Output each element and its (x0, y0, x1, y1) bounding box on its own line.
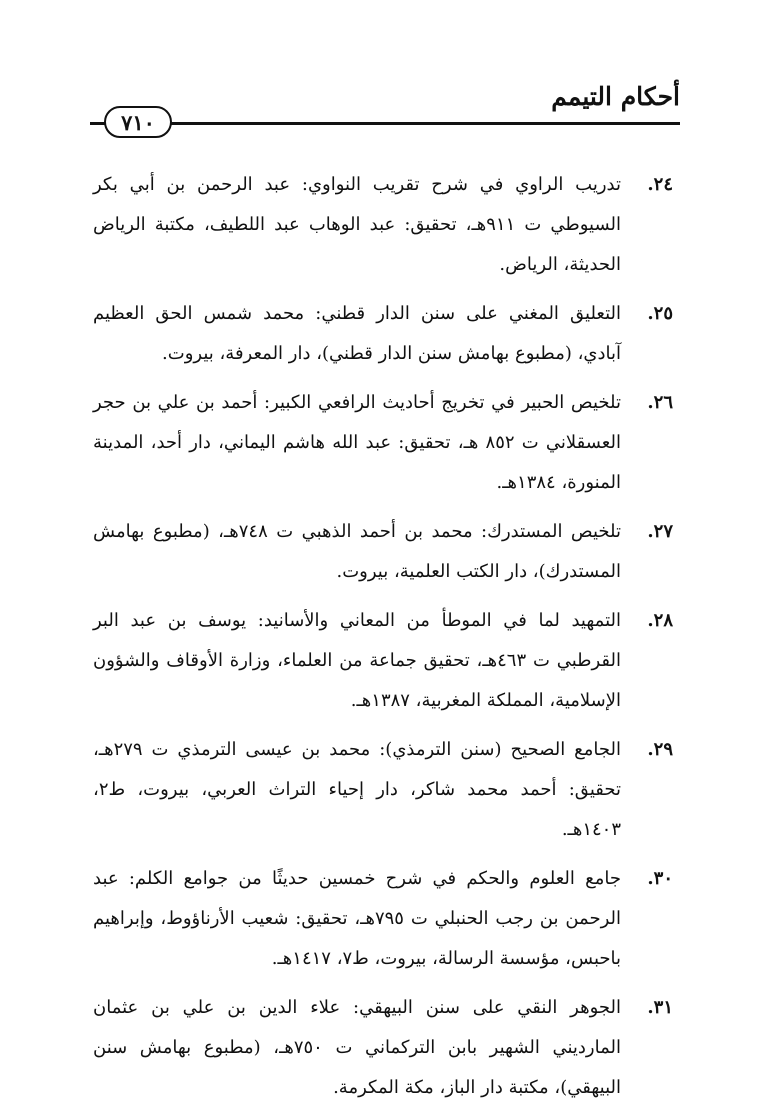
bibliography-entry (93, 601, 673, 721)
running-title: أحكام التيمم (551, 82, 680, 111)
bibliography-entry (93, 383, 673, 503)
entry-text: التمهيد لما في الموطأ من المعاني والأسانيد: يوسف بن عبد البر القرطبي ت ٤٦٣هـ، تحقيق جماعة من العلماء، وزارة الأوقاف والشؤون الإسلامية، المملكة المغربية، ١٣٨٧هـ. (93, 610, 622, 711)
bibliography-entry (93, 165, 673, 285)
entry-text: جامع العلوم والحكم في شرح خمسين حديثًا من جوامع الكلم: عبد الرحمن بن رجب الحنبلي ت ٧٩٥هـ، تحقيق: شعيب الأرناؤوط، وإبراهيم باحبس، مؤسسة الرسالة، بيروت، ط٧، ١٤١٧هـ. (93, 868, 621, 969)
entry-text: تلخيص المستدرك: محمد بن أحمد الذهبي ت ٧٤٨هـ، (مطبوع بهامش المستدرك)، دار الكتب العلمية، بيروت. (93, 521, 621, 582)
entry-number: ٢٦. (647, 392, 673, 413)
bibliography-entry (93, 294, 673, 374)
entry-text: الجامع الصحيح (سنن الترمذي): محمد بن عيسى الترمذي ت ٢٧٩هـ، تحقيق: أحمد محمد شاكر، دار إحياء التراث العربي، بيروت، ط٢، ١٤٠٣هـ. (93, 739, 621, 840)
entry-text: تدريب الراوي في شرح تقريب النواوي: عبد الرحمن بن أبي بكر السيوطي ت ٩١١هـ، تحقيق: عبد الوهاب عبد اللطيف، مكتبة الرياض الحديثة، الرياض. (93, 174, 621, 275)
entry-number: ٢٨. (647, 610, 673, 631)
entry-number: ٣١. (647, 997, 673, 1018)
page-number: ٧١٠ (104, 106, 172, 138)
bibliography-entry (93, 988, 673, 1108)
bibliography-entry (93, 859, 673, 979)
entry-text: التعليق المغني على سنن الدار قطني: محمد شمس الحق العظيم آبادي، (مطبوع بهامش سنن الدار قطني)، دار المعرفة، بيروت. (93, 303, 621, 364)
entry-number: ٢٩. (647, 739, 673, 760)
header-rule (90, 122, 680, 125)
entry-text: تلخيص الحبير في تخريج أحاديث الرافعي الكبير: أحمد بن علي بن حجر العسقلاني ت ٨٥٢ هـ، تحقيق: عبد الله هاشم اليماني، دار أحد، المدينة المنورة، ١٣٨٤هـ. (93, 392, 621, 493)
entry-number: ٣٠. (647, 868, 673, 889)
bibliography-list (93, 165, 673, 1117)
page-header (90, 70, 680, 140)
entry-text: الجوهر النقي على سنن البيهقي: علاء الدين بن علي بن عثمان المارديني الشهير بابن التركماني ت ٧٥٠هـ، (مطبوع بهامش سنن البيهقي)، مكتبة دار الباز، مكة المكرمة. (93, 997, 621, 1098)
bibliography-entry (93, 512, 673, 592)
bibliography-entry (93, 730, 673, 850)
entry-number: ٢٧. (647, 521, 673, 542)
entry-number: ٢٤. (647, 174, 673, 195)
entry-number: ٢٥. (647, 303, 673, 324)
